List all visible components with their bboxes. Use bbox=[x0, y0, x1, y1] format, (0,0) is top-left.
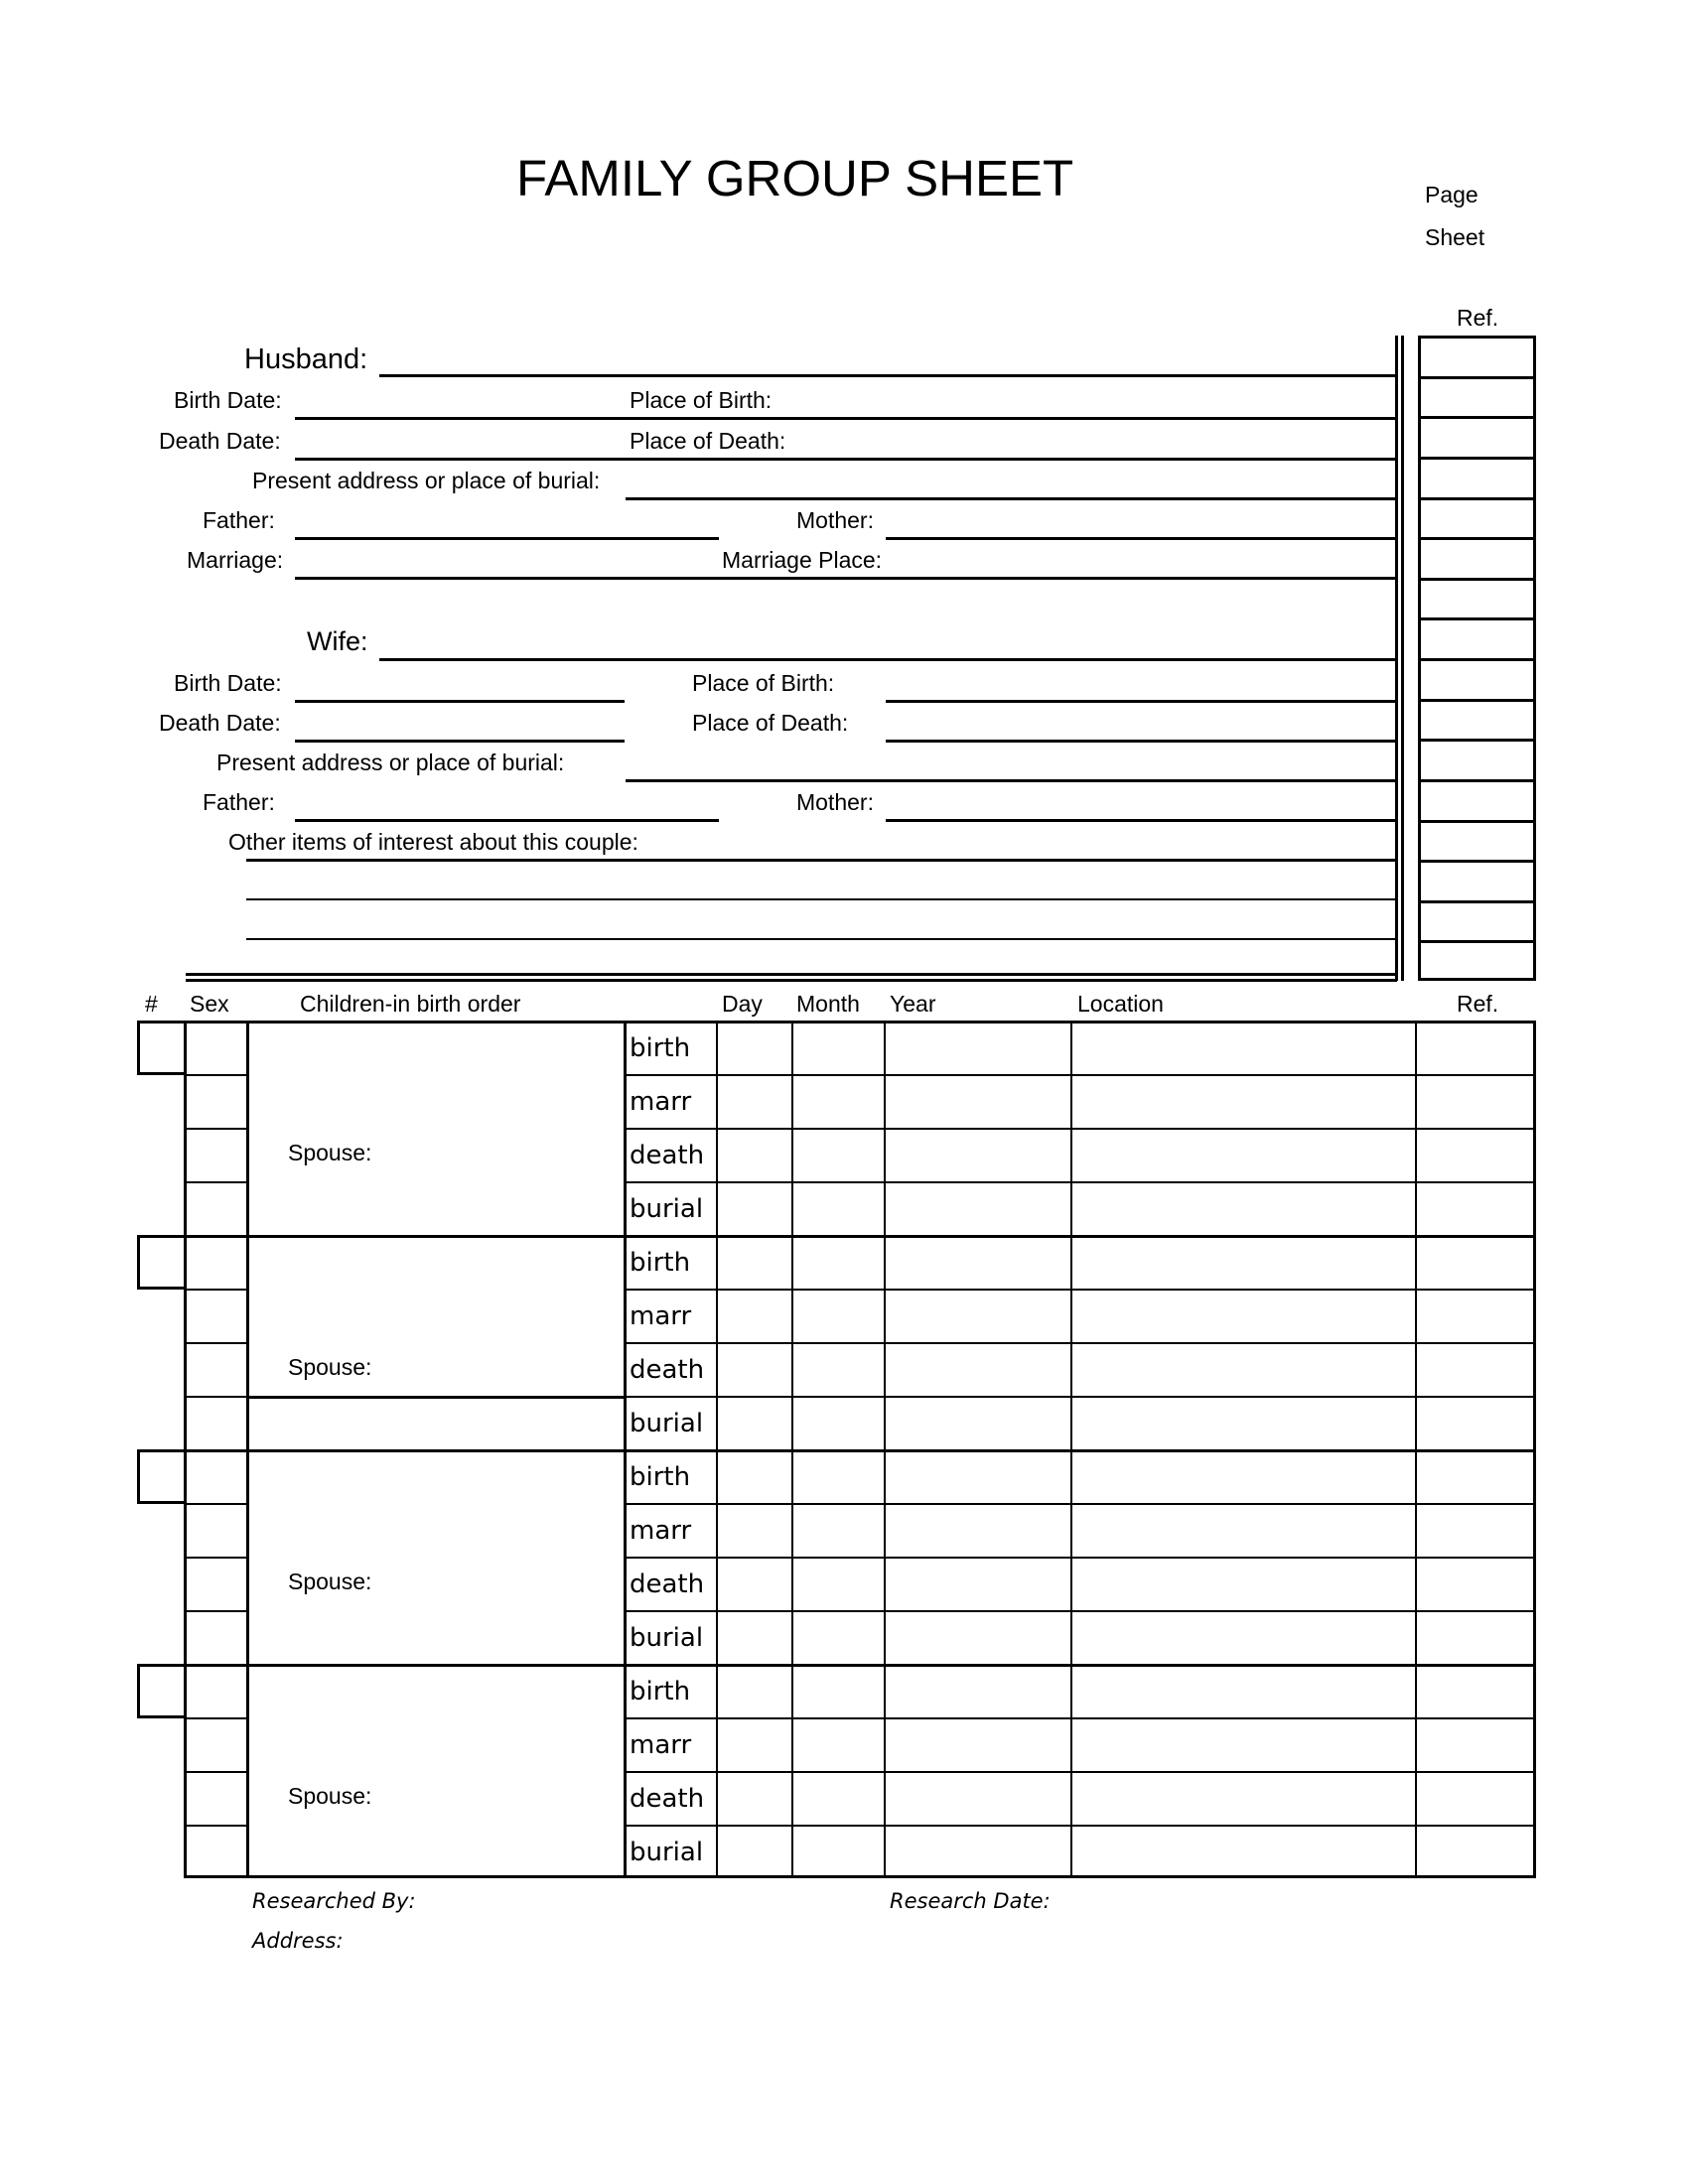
ref-cell[interactable] bbox=[1418, 1292, 1534, 1340]
month-cell[interactable] bbox=[794, 1613, 882, 1662]
year-cell[interactable] bbox=[887, 1184, 1068, 1233]
researched-by-label: Researched By: bbox=[252, 1889, 416, 1913]
col-header-month: Month bbox=[796, 991, 860, 1017]
ref-box[interactable] bbox=[1421, 581, 1533, 617]
ref-box[interactable] bbox=[1421, 460, 1533, 496]
sex-cell[interactable] bbox=[187, 1613, 244, 1662]
event-row-line bbox=[624, 1771, 1536, 1773]
sex-cell[interactable] bbox=[187, 1024, 244, 1072]
couple-divider-right bbox=[1401, 336, 1404, 981]
day-cell[interactable] bbox=[719, 1024, 789, 1072]
wife-name-line[interactable] bbox=[379, 658, 1397, 661]
location-cell[interactable] bbox=[1073, 1077, 1413, 1126]
other-items-label: Other items of interest about this couple: bbox=[228, 829, 638, 855]
ref-cell[interactable] bbox=[1418, 1774, 1534, 1823]
ref-cell[interactable] bbox=[1418, 1077, 1534, 1126]
location-cell[interactable] bbox=[1073, 1238, 1413, 1287]
day-cell[interactable] bbox=[719, 1399, 789, 1447]
month-cell[interactable] bbox=[794, 1238, 882, 1287]
ref-cell[interactable] bbox=[1418, 1184, 1534, 1233]
day-cell[interactable] bbox=[719, 1184, 789, 1233]
husband-name-line[interactable] bbox=[379, 374, 1397, 377]
event-label-death: death bbox=[630, 1355, 705, 1385]
event-label-burial: burial bbox=[630, 1409, 704, 1438]
year-cell[interactable] bbox=[887, 1667, 1068, 1715]
event-label-death: death bbox=[630, 1784, 705, 1814]
ref-box[interactable] bbox=[1421, 339, 1533, 375]
husband-father-label: Father: bbox=[203, 507, 275, 533]
event-label-burial: burial bbox=[630, 1623, 704, 1653]
husband-marriage-line[interactable] bbox=[295, 577, 1397, 580]
month-cell[interactable] bbox=[794, 1506, 882, 1555]
husband-address-line[interactable] bbox=[626, 497, 1397, 500]
ref-cell[interactable] bbox=[1418, 1345, 1534, 1394]
ref-box[interactable] bbox=[1421, 620, 1533, 657]
page-label: Page bbox=[1425, 182, 1478, 207]
sheet-label: Sheet bbox=[1425, 224, 1485, 250]
husband-birth-line[interactable] bbox=[295, 417, 1397, 420]
child-name-cell[interactable] bbox=[250, 1452, 622, 1555]
ref-box[interactable] bbox=[1421, 903, 1533, 940]
sex-cell[interactable] bbox=[187, 1828, 244, 1876]
sex-cell[interactable] bbox=[187, 1452, 244, 1501]
year-cell[interactable] bbox=[887, 1774, 1068, 1823]
event-label-marr: marr bbox=[630, 1516, 692, 1546]
ref-cell[interactable] bbox=[1418, 1238, 1534, 1287]
col-header-day: Day bbox=[722, 991, 763, 1017]
husband-marriage-label: Marriage: bbox=[187, 547, 284, 573]
wife-address-label: Present address or place of burial: bbox=[216, 750, 565, 775]
day-cell[interactable] bbox=[719, 1720, 789, 1769]
year-cell[interactable] bbox=[887, 1399, 1068, 1447]
month-cell[interactable] bbox=[794, 1560, 882, 1608]
event-label-marr: marr bbox=[630, 1730, 692, 1760]
location-cell[interactable] bbox=[1073, 1024, 1413, 1072]
wife-birth-date-label: Birth Date: bbox=[174, 670, 282, 696]
year-cell[interactable] bbox=[887, 1506, 1068, 1555]
event-row-line bbox=[624, 1610, 1536, 1612]
event-label-marr: marr bbox=[630, 1301, 692, 1331]
spouse-label: Spouse: bbox=[288, 1140, 372, 1165]
sex-row-line bbox=[184, 1396, 246, 1398]
day-cell[interactable] bbox=[719, 1077, 789, 1126]
event-row-line bbox=[624, 1396, 1536, 1398]
location-cell[interactable] bbox=[1073, 1828, 1413, 1876]
month-cell[interactable] bbox=[794, 1345, 882, 1394]
other-items-line-1[interactable] bbox=[246, 859, 1397, 862]
location-cell[interactable] bbox=[1073, 1506, 1413, 1555]
day-cell[interactable] bbox=[719, 1292, 789, 1340]
ref-cell[interactable] bbox=[1418, 1452, 1534, 1501]
ref-box[interactable] bbox=[1421, 661, 1533, 698]
sex-row-line bbox=[184, 1825, 246, 1827]
spouse-label: Spouse: bbox=[288, 1354, 372, 1380]
day-cell[interactable] bbox=[719, 1452, 789, 1501]
location-cell[interactable] bbox=[1073, 1560, 1413, 1608]
ref-box[interactable] bbox=[1421, 540, 1533, 577]
event-label-birth: birth bbox=[630, 1677, 691, 1706]
ref-label-top: Ref. bbox=[1457, 305, 1499, 331]
col-header-location: Location bbox=[1077, 991, 1164, 1017]
event-label-burial: burial bbox=[630, 1194, 704, 1224]
event-row-line bbox=[624, 1342, 1536, 1344]
child-number-box[interactable] bbox=[137, 1021, 187, 1075]
husband-place-of-birth-label: Place of Birth: bbox=[630, 387, 773, 413]
month-cell[interactable] bbox=[794, 1184, 882, 1233]
year-cell[interactable] bbox=[887, 1613, 1068, 1662]
footer-address-label: Address: bbox=[252, 1929, 344, 1953]
husband-place-of-death-label: Place of Death: bbox=[630, 428, 786, 454]
ref-box[interactable] bbox=[1421, 823, 1533, 860]
husband-heading: Husband: bbox=[244, 343, 368, 375]
sex-cell[interactable] bbox=[187, 1131, 244, 1179]
month-cell[interactable] bbox=[794, 1452, 882, 1501]
child-number-box[interactable] bbox=[137, 1664, 187, 1718]
event-row-line bbox=[624, 1074, 1536, 1076]
wife-place-of-death-line[interactable] bbox=[886, 740, 1397, 743]
location-cell[interactable] bbox=[1073, 1613, 1413, 1662]
husband-death-line[interactable] bbox=[295, 458, 1397, 461]
month-cell[interactable] bbox=[794, 1077, 882, 1126]
child-name-cell[interactable] bbox=[250, 1024, 622, 1126]
event-row-line bbox=[624, 1128, 1536, 1130]
ref-cell[interactable] bbox=[1418, 1506, 1534, 1555]
couple-section-bottom-line-1 bbox=[186, 973, 1397, 976]
husband-birth-date-label: Birth Date: bbox=[174, 387, 282, 413]
location-cell[interactable] bbox=[1073, 1292, 1413, 1340]
ref-cell[interactable] bbox=[1418, 1560, 1534, 1608]
sex-row-line bbox=[184, 1181, 246, 1183]
child-number-box[interactable] bbox=[137, 1235, 187, 1290]
wife-mother-label: Mother: bbox=[796, 789, 874, 815]
sex-row-line bbox=[184, 1342, 246, 1344]
day-cell[interactable] bbox=[719, 1667, 789, 1715]
day-cell[interactable] bbox=[719, 1238, 789, 1287]
year-cell[interactable] bbox=[887, 1024, 1068, 1072]
event-row-line bbox=[624, 1181, 1536, 1183]
location-cell[interactable] bbox=[1073, 1184, 1413, 1233]
sex-cell[interactable] bbox=[187, 1399, 244, 1447]
month-cell[interactable] bbox=[794, 1131, 882, 1179]
wife-mother-line[interactable] bbox=[886, 819, 1397, 822]
wife-birth-date-line[interactable] bbox=[295, 700, 625, 703]
month-cell[interactable] bbox=[794, 1828, 882, 1876]
sex-cell[interactable] bbox=[187, 1345, 244, 1394]
wife-father-label: Father: bbox=[203, 789, 275, 815]
wife-place-of-birth-label: Place of Birth: bbox=[692, 670, 835, 696]
col-header-ref: Ref. bbox=[1457, 991, 1499, 1017]
sex-row-line bbox=[184, 1074, 246, 1076]
sex-cell[interactable] bbox=[187, 1667, 244, 1715]
location-cell[interactable] bbox=[1073, 1131, 1413, 1179]
location-cell[interactable] bbox=[1073, 1774, 1413, 1823]
event-row-line bbox=[624, 1289, 1536, 1291]
sex-cell[interactable] bbox=[187, 1560, 244, 1608]
child-number-box[interactable] bbox=[137, 1449, 187, 1504]
child-name-cell[interactable] bbox=[250, 1238, 622, 1340]
sex-cell[interactable] bbox=[187, 1506, 244, 1555]
ref-cell[interactable] bbox=[1418, 1024, 1534, 1072]
month-cell[interactable] bbox=[794, 1399, 882, 1447]
day-cell[interactable] bbox=[719, 1613, 789, 1662]
col-header-number: # bbox=[145, 991, 158, 1017]
wife-death-date-line[interactable] bbox=[295, 740, 625, 743]
ref-box[interactable] bbox=[1421, 702, 1533, 739]
event-label-death: death bbox=[630, 1570, 705, 1599]
wife-place-of-birth-line[interactable] bbox=[886, 700, 1397, 703]
month-cell[interactable] bbox=[794, 1774, 882, 1823]
sex-row-line bbox=[184, 1503, 246, 1505]
husband-marriage-place-label: Marriage Place: bbox=[722, 547, 883, 573]
ref-cell[interactable] bbox=[1418, 1399, 1534, 1447]
year-cell[interactable] bbox=[887, 1238, 1068, 1287]
wife-father-line[interactable] bbox=[295, 819, 719, 822]
sex-cell[interactable] bbox=[187, 1077, 244, 1126]
husband-mother-label: Mother: bbox=[796, 507, 874, 533]
wife-heading: Wife: bbox=[307, 626, 368, 656]
other-items-line-2[interactable] bbox=[246, 898, 1397, 900]
ref-cell[interactable] bbox=[1418, 1131, 1534, 1179]
research-date-label: Research Date: bbox=[890, 1889, 1051, 1913]
year-cell[interactable] bbox=[887, 1560, 1068, 1608]
year-cell[interactable] bbox=[887, 1292, 1068, 1340]
ref-box[interactable] bbox=[1421, 419, 1533, 456]
wife-death-date-label: Death Date: bbox=[159, 710, 281, 736]
sex-row-line bbox=[184, 1128, 246, 1130]
location-cell[interactable] bbox=[1073, 1667, 1413, 1715]
wife-place-of-death-label: Place of Death: bbox=[692, 710, 849, 736]
col-header-children: Children-in birth order bbox=[300, 991, 521, 1017]
husband-death-date-label: Death Date: bbox=[159, 428, 281, 454]
spouse-label: Spouse: bbox=[288, 1569, 372, 1594]
spouse-label: Spouse: bbox=[288, 1783, 372, 1809]
ref-box[interactable] bbox=[1421, 500, 1533, 537]
location-cell[interactable] bbox=[1073, 1399, 1413, 1447]
ref-box[interactable] bbox=[1421, 742, 1533, 778]
sex-cell[interactable] bbox=[187, 1184, 244, 1233]
sex-cell[interactable] bbox=[187, 1774, 244, 1823]
col-header-year: Year bbox=[890, 991, 936, 1017]
ref-cell[interactable] bbox=[1418, 1720, 1534, 1769]
page-title: FAMILY GROUP SHEET bbox=[516, 150, 1074, 206]
ref-cell[interactable] bbox=[1418, 1828, 1534, 1876]
month-cell[interactable] bbox=[794, 1024, 882, 1072]
child-name-cell[interactable] bbox=[250, 1667, 622, 1769]
other-items-line-3[interactable] bbox=[246, 938, 1397, 940]
year-cell[interactable] bbox=[887, 1452, 1068, 1501]
ref-cell[interactable] bbox=[1418, 1613, 1534, 1662]
ref-cell[interactable] bbox=[1418, 1667, 1534, 1715]
sex-row-line bbox=[184, 1610, 246, 1612]
ref-box[interactable] bbox=[1421, 379, 1533, 416]
event-label-birth: birth bbox=[630, 1248, 691, 1278]
day-cell[interactable] bbox=[719, 1506, 789, 1555]
year-cell[interactable] bbox=[887, 1720, 1068, 1769]
event-label-burial: burial bbox=[630, 1838, 704, 1867]
event-label-birth: birth bbox=[630, 1033, 691, 1063]
ref-box[interactable] bbox=[1421, 782, 1533, 819]
month-cell[interactable] bbox=[794, 1720, 882, 1769]
sex-cell[interactable] bbox=[187, 1292, 244, 1340]
event-row-line bbox=[624, 1825, 1536, 1827]
event-label-birth: birth bbox=[630, 1462, 691, 1492]
ref-box[interactable] bbox=[1421, 863, 1533, 899]
event-row-line bbox=[624, 1503, 1536, 1505]
day-cell[interactable] bbox=[719, 1774, 789, 1823]
location-cell[interactable] bbox=[1073, 1345, 1413, 1394]
location-cell[interactable] bbox=[1073, 1720, 1413, 1769]
year-cell[interactable] bbox=[887, 1345, 1068, 1394]
couple-section-bottom-line-2 bbox=[186, 979, 1397, 982]
month-cell[interactable] bbox=[794, 1292, 882, 1340]
event-row-line bbox=[624, 1717, 1536, 1719]
sex-cell[interactable] bbox=[187, 1238, 244, 1287]
year-cell[interactable] bbox=[887, 1077, 1068, 1126]
event-row-line bbox=[624, 1557, 1536, 1559]
wife-address-line[interactable] bbox=[626, 779, 1397, 782]
husband-father-line[interactable] bbox=[295, 537, 719, 540]
col-header-sex: Sex bbox=[190, 991, 229, 1017]
month-cell[interactable] bbox=[794, 1667, 882, 1715]
sex-row-line bbox=[184, 1289, 246, 1291]
year-cell[interactable] bbox=[887, 1828, 1068, 1876]
spouse-underline bbox=[246, 1396, 624, 1399]
day-cell[interactable] bbox=[719, 1345, 789, 1394]
event-label-marr: marr bbox=[630, 1087, 692, 1117]
day-cell[interactable] bbox=[719, 1560, 789, 1608]
event-label-death: death bbox=[630, 1141, 705, 1170]
location-cell[interactable] bbox=[1073, 1452, 1413, 1501]
ref-box[interactable] bbox=[1421, 943, 1533, 980]
sex-row-line bbox=[184, 1717, 246, 1719]
year-cell[interactable] bbox=[887, 1131, 1068, 1179]
husband-address-label: Present address or place of burial: bbox=[252, 468, 601, 493]
husband-mother-line[interactable] bbox=[886, 537, 1397, 540]
sex-row-line bbox=[184, 1771, 246, 1773]
sex-cell[interactable] bbox=[187, 1720, 244, 1769]
sex-row-line bbox=[184, 1557, 246, 1559]
day-cell[interactable] bbox=[719, 1131, 789, 1179]
day-cell[interactable] bbox=[719, 1828, 789, 1876]
